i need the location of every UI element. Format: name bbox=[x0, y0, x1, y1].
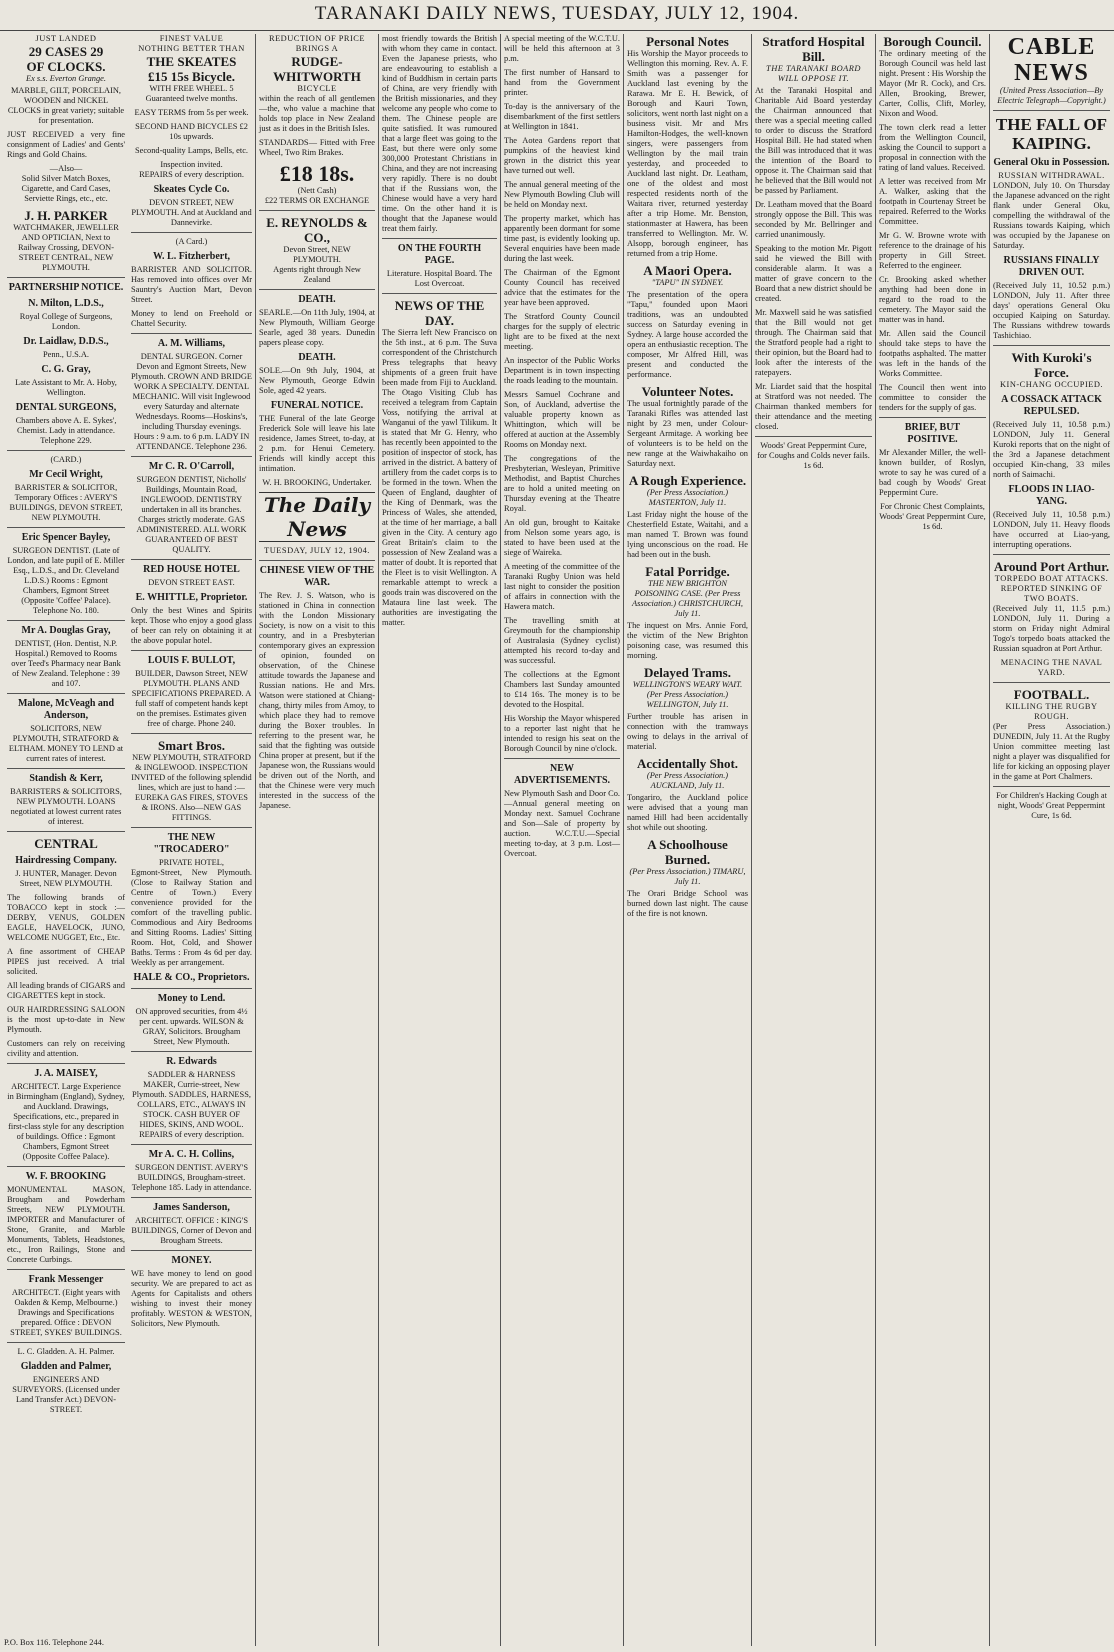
delayed-heading: Delayed Trams. bbox=[644, 665, 731, 680]
kuroki-heading: With Kuroki's Force. bbox=[1011, 350, 1092, 380]
column-6 bbox=[623, 34, 751, 1646]
divider bbox=[879, 417, 986, 418]
port-arthur-heading: Around Port Arthur. bbox=[993, 559, 1110, 574]
delayed-body: Further trouble has arisen in connection with the tramways owing to delays in the arrival of material. bbox=[627, 712, 748, 751]
redhouse-address: DEVON STREET EAST. bbox=[148, 578, 235, 587]
hospital-body-1: At the Taranaki Hospital and Charitable Aid Board yesterday the Chairman announced that there was a special meeting called to order to discuss the Stratford Hospital Bill. He had stated when the Bill was introduced that it was the intention of the Board to oppose it. The Chairman said that he believed that the Bill would not be passed by Parliament. bbox=[755, 86, 872, 195]
rough-sub: (Per Press Association.) MASTERTON, July 11. bbox=[646, 488, 729, 507]
undertaker: W. H. BROOKING, Undertaker. bbox=[262, 478, 372, 487]
borough-body-4: Mr G. W. Browne wrote with reference to the drainage of his property in Gill Street. Referred to the engineer. bbox=[879, 231, 986, 270]
death-notice-1: SEARLE.—On 11th July, 1904, at New Plymouth, William George Searle, aged 38 years. Dunedin papers please copy. bbox=[259, 308, 375, 347]
divider bbox=[131, 988, 252, 989]
news-item: The property market, which has apparently been dormant for some time past, is evidently looking up. Several enquiries have been made during the last week. bbox=[504, 214, 620, 263]
divider bbox=[993, 786, 1110, 787]
russian-body: LONDON, July 10. On Thursday the Japanese advanced on the right flank under General Oku, compelling the withdrawal of the Russians towards Kaiping, which was occupied by the Japanese on Saturday. bbox=[993, 181, 1110, 250]
hale-name: HALE & CO., Proprietors. bbox=[133, 972, 250, 983]
news-item: His Worship the Mayor whispered to a reporter last night that he intended to resign his seat on the Borough Council by nine o'clock. bbox=[504, 714, 620, 753]
hospital-body-3: Speaking to the motion Mr. Pigott said he viewed the Bill with considerable alarm. It was a matter of grave concern to the Board that a new district should be created. bbox=[755, 244, 872, 303]
malone-name: Malone, McVeagh and Anderson, bbox=[17, 698, 115, 721]
shot-heading: Accidentally Shot. bbox=[636, 756, 739, 771]
also-label: —Also— bbox=[49, 164, 83, 173]
divider bbox=[993, 682, 1110, 683]
whittle-name: E. WHITTLE, Proprietor. bbox=[135, 592, 248, 603]
saloon-notice: OUR HAIRDRESSING SALOON is the most up-to-date in New Plymouth. bbox=[7, 1005, 125, 1034]
divider bbox=[7, 1166, 125, 1167]
brief-body: Mr Alexander Miller, the well-known builder, of Roslyn, wrote to say he was cured of a bad cough by Woods' Great Peppermint Cure. bbox=[879, 448, 986, 497]
free-wheel: WITH FREE WHEEL. 5 Guaranteed twelve months. bbox=[145, 84, 238, 103]
news-item: The annual general meeting of the New Plymouth Bowling Club will be held on Monday next. bbox=[504, 180, 620, 209]
news-item: An inspector of the Public Works Department is in town inspecting the roads leading to the mountain. bbox=[504, 356, 620, 385]
shot-sub: (Per Press Association.) AUCKLAND, July 11. bbox=[646, 771, 729, 790]
kinchang-sub: KIN-CHANG OCCUPIED. bbox=[999, 380, 1104, 389]
divider bbox=[131, 827, 252, 828]
standish-details: BARRISTERS & SOLICITORS, NEW PLYMOUTH. LOANS negotiated at lowest current rates of interest. bbox=[10, 787, 122, 826]
chronic-ad: For Chronic Chest Complaints, Woods' Great Peppermint Cure, 1s 6d. bbox=[879, 502, 986, 531]
news-item: The collections at the Egmont Chambers last Sunday amounted to £14 16s. The money is to be devoted to the Hospital. bbox=[504, 670, 620, 709]
brooking-details: MONUMENTAL MASON, Brougham and Powderham Streets, NEW PLYMOUTH. IMPORTER and Manufacturer of Stone, Granite, and Marble Monuments, Tablets, Headstones, etc., Iron Railings, Stone and Concrete Curbings. bbox=[7, 1185, 125, 1264]
football-sub: KILLING THE RUGBY ROUGH. bbox=[1005, 702, 1098, 721]
exchange-terms: £22 TERMS OR EXCHANGE bbox=[264, 196, 370, 205]
torpedo-heading: TORPEDO BOAT ATTACKS. bbox=[994, 574, 1109, 583]
divider bbox=[993, 554, 1110, 555]
torpedo-sub: REPORTED SINKING OF TWO BOATS. bbox=[1000, 584, 1103, 603]
torpedo-body: (Received July 11, 11.5 p.m.) LONDON, July 11. During a storm on Friday night Admiral Togo's torpedo boats attacked the Russian squadron at Port Arthur. bbox=[993, 604, 1110, 653]
cycle-address: DEVON STREET, NEW PLYMOUTH. And at Auckland and Dannevirke. bbox=[131, 198, 252, 227]
article-continued: most friendly towards the British with whom they came in contact. Even the Japanese priests, who are endeavouring to establish a kind of Buddhism in certain parts of China, are very friendly with the British missionaries, and they welcome any people who come to them. The Chinese people are quite satisfied. It was rumoured that a large fleet was going to the East, but there were only some 300,000 Protestant Christians in China, and they are not increasing very rapidly. There is no doubt that if the Russians won, the Chinese would have a very hard time. On the other hand it is thought that the Japanese would treat them fairly. bbox=[382, 34, 497, 233]
hospital-body-5: Mr. Liardet said that the hospital at Stratford was not needed. The Chairman thanked members for their attendance and the meeting closed. bbox=[755, 382, 872, 431]
footer-contact: P.O. Box 116. Telephone 244. bbox=[4, 1638, 104, 1647]
fatal-sub: THE NEW BRIGHTON POISONING CASE. (Per Press Association.) CHRISTCHURCH, July 11. bbox=[632, 579, 743, 618]
divider bbox=[259, 210, 375, 211]
news-body: The Sierra left New Francisco on the 5th inst., at 6 p.m. The Suva correspondent of the Christchurch Press telegraphs that heavy shipments of a green fruit have been made from Fiji to Auckland. The Otago Visiting Club has received a telegram from Captain Voss, notifying the arrival at Wanganui of the yawl Tilikum. It is stated that Mr G. Henry, who has recently been appointed to the position of inspector of stock, has arrived in the district. A battery of artillery from the cadet corps is to be formed in the town. When the Queen of England, daughter of the King of Denmark, was the Princess of Wales, she attended, at the time of her marriage, a ball given in the City. A century ago Great Britain's claim to the possession of New Zealand was a matter of doubt. It is reported that the Fleet is to visit Wellington. A remarkable attempt to wreck a goods train was discovered on the Mataura line last week. The authorities are investigating the matter. bbox=[382, 328, 497, 627]
cough-ad: For Children's Hacking Cough at night, Woods' Great Peppermint Cure, 1s 6d. bbox=[996, 791, 1107, 820]
divider bbox=[131, 232, 252, 233]
messenger-name: Frank Messenger bbox=[28, 1274, 104, 1285]
divider bbox=[131, 1250, 252, 1251]
funeral-notice: THE Funeral of the late George Frederick Sole will leave his late residence, James Street, to-day, at 2 p.m. for Henui Cemetery. Friends will kindly accept this intimation. bbox=[259, 414, 375, 473]
column-1 bbox=[4, 34, 128, 1646]
hospital-body-4: Mr. Maxwell said he was satisfied that the Bill would not get through. The Chairman said that the Stratford people had a right to their opinion, but the Board had to look after the interests of the ratepayers. bbox=[755, 308, 872, 377]
fatal-heading: Fatal Porridge. bbox=[645, 564, 730, 579]
news-item: The Stratford County Council charges for the supply of electric light are to be fixed at the next meeting. bbox=[504, 312, 620, 351]
central-heading: CENTRAL bbox=[34, 836, 98, 851]
milton-name: N. Milton, L.D.S., bbox=[28, 298, 104, 309]
death-heading: DEATH. bbox=[298, 294, 336, 305]
peppermint-ad: Woods' Great Peppermint Cure, for Coughs and Colds never fails. 1s 6d. bbox=[757, 441, 870, 470]
cossack-heading: A COSSACK ATTACK REPULSED. bbox=[1001, 394, 1102, 417]
divider bbox=[7, 1342, 125, 1343]
column-2 bbox=[128, 34, 255, 1646]
bicycle-label: BICYCLE bbox=[297, 84, 337, 93]
shot-body: Tongariro, the Auckland police were advised that a young man named Hill had been accidentally shot while out shooting. bbox=[627, 793, 748, 832]
maori-sub: "TAPU" IN SYDNEY. bbox=[651, 278, 724, 287]
divider bbox=[7, 1269, 125, 1270]
divider bbox=[131, 559, 252, 560]
gray2-name: Mr A. Douglas Gray, bbox=[21, 625, 111, 636]
borough-body-1: The ordinary meeting of the Borough Council was held last night. Present : His Worship the Mayor (Mr R. Cock), and Crs. Allen, Brooking, Brewer, Carter, Collis, Clift, Morley, Nixon and Wood. bbox=[879, 49, 986, 118]
card-label: (A Card.) bbox=[175, 237, 208, 246]
trocadero-details: Egmont-Street, New Plymouth. (Close to Railway Station and Centre of Town.) Every convenience provided for the comfort of the travelling public. Commodious and Airy Bedrooms and Sitting Rooms. Ladies' Sitting Room. Hot, Cold, and Shower Baths. Terms : From 4s 6d per day. Weekly as per arrangement. bbox=[131, 868, 252, 967]
customers-notice: Customers can rely on receiving civility and attention. bbox=[7, 1039, 125, 1058]
editorial-date: TUESDAY, JULY 12, 1904. bbox=[264, 546, 370, 555]
hairdressing-heading: Hairdressing Company. bbox=[15, 855, 117, 866]
edwards-name: R. Edwards bbox=[166, 1056, 217, 1067]
carroll-name: Mr C. R. O'Carroll, bbox=[148, 461, 235, 472]
reynolds-agents: Agents right through New Zealand bbox=[273, 265, 361, 284]
article-body: The Rev. J. S. Watson, who is stationed in China in connection with the London Missionary Society, is now on a visit to this country, and in a Presbyterian contemporary gives an expression of opinion, founded on observation, of the Chinese attitude towards the Japanese and Russian nations. He and Mrs. Watson were stationed at Chiang-chang, thirty miles from Amoy, to which place they had to remove during the Boxer troubles. In referring to the present war, he said that the fighting was outside China proper at present, but if the Japanese won, the Russians would be driven out of the North, and that the Chinese were very much interested in the success of the Japanese. bbox=[259, 591, 375, 810]
gray-line: Late Assistant to Mr. A. Hoby, Wellington. bbox=[15, 378, 117, 397]
football-heading: FOOTBALL. bbox=[1013, 687, 1090, 702]
fourth-page-heading: ON THE FOURTH PAGE. bbox=[397, 243, 482, 266]
death-heading-2: DEATH. bbox=[298, 352, 336, 363]
skeates-heading: THE SKEATES bbox=[146, 54, 237, 69]
easy-terms: EASY TERMS from 5s per week. bbox=[134, 108, 249, 117]
cable-news-heading: CABLE NEWS bbox=[1007, 34, 1096, 86]
column-9 bbox=[989, 34, 1113, 1646]
borough-body-2: The town clerk read a letter from the Wellington Council, asking the Council to support a proposal in connection with the rating of land values. Received. bbox=[879, 123, 986, 172]
divider bbox=[755, 436, 872, 437]
lend-heading: Money to Lend. bbox=[157, 993, 226, 1004]
fourth-page-items: Literature. Hospital Board. The Lost Overcoat. bbox=[386, 269, 493, 288]
divider bbox=[131, 733, 252, 734]
football-body: (Per Press Association.) DUNEDIN, July 11. At the Rugby Union committee meeting last night a player was disqualified for life for kicking an opposing player in the game at Port Chalmers. bbox=[993, 722, 1110, 781]
news-item: The Chairman of the Egmont County Council has received advice that the estimates for the year have been approved. bbox=[504, 268, 620, 307]
cable-news-sub: (United Press Association—By Electric Telegraph—Copyright.) bbox=[997, 86, 1106, 105]
divider bbox=[7, 693, 125, 694]
divider bbox=[382, 293, 497, 294]
tobacco-brands: The following brands of TOBACCO kept in stock :— DERBY, VENUS, GOLDEN EAGLE, HAVELOCK, JUNO, WELCOME NUGGET, Etc., Etc. bbox=[7, 893, 125, 942]
brooking-name: W. F. BROOKING bbox=[25, 1171, 107, 1182]
money-heading: MONEY. bbox=[171, 1255, 212, 1266]
standish-name: Standish & Kerr, bbox=[29, 773, 103, 784]
messenger-details: ARCHITECT. (Eight years with Oakden & Kemp, Melbourne.) Drawings and Specifications prepared. Office : DEVON STREET, SYKES' BUILDINGS. bbox=[10, 1288, 122, 1337]
divider bbox=[131, 1051, 252, 1052]
malone-details: SOLICITORS, NEW PLYMOUTH, STRATFORD & ELTHAM. MONEY TO LEND at current rates of interest. bbox=[8, 724, 124, 763]
divider bbox=[131, 650, 252, 651]
clock-types: MARBLE, GILT, PORCELAIN, WOODEN and NICKEL CLOCKS in great variety; suitable for presentation. bbox=[7, 86, 125, 125]
carroll-details: SURGEON DENTIST, Nicholls' Buildings, Mountain Road, INGLEWOOD. DENTISTRY undertaken in all its branches. Charges strictly moderate. GAS ADMINISTERED. ALL WORK GUARANTEED OF BEST QUALITY. bbox=[136, 475, 247, 554]
fitzherbert-name: W. L. Fitzherbert, bbox=[152, 251, 231, 262]
cigars-notice: All leading brands of CIGARS and CIGARETTES kept in stock. bbox=[7, 981, 125, 1000]
wright-details: BARRISTER & SOLICITOR, Temporary Offices : AVERY'S BUILDINGS, DEVON STREET, NEW PLYMOUTH. bbox=[9, 483, 123, 522]
hospital-bill-sub: THE TARANAKI BOARD WILL OPPOSE IT. bbox=[766, 64, 861, 83]
bayley-name: Eric Spencer Bayley, bbox=[21, 532, 111, 543]
edwards-details: SADDLER & HARNESS MAKER, Currie-street, New Plymouth. SADDLES, HARNESS, COLLARS, ETC., ALWAYS IN STOCK. CASH BUYER OF HIDES, SKINS, AND WOOL. REPAIRS of every description. bbox=[132, 1070, 251, 1139]
borough-body-5: Cr. Brooking asked whether anything had been done in regard to the road to the cemetery. The Mayor said the matter was in hand. bbox=[879, 275, 986, 324]
personal-heading: Personal Notes bbox=[646, 34, 729, 49]
nett-cash: (Nett Cash) bbox=[297, 186, 337, 195]
clock-cases: 29 CASES 29 bbox=[28, 44, 104, 59]
news-item: The congregations of the Presbyterian, Wesleyan, Primitive Methodist, and Baptist Churches are to hold a united meeting on Thursday evening at the Theatre Royal. bbox=[504, 454, 620, 513]
borough-body-3: A letter was received from Mr A. Walker, asking that the footpath in Courtenay Street be repaired. Referred to the Works Committee. bbox=[879, 177, 986, 226]
wright-name: Mr Cecil Wright, bbox=[29, 469, 103, 480]
divider bbox=[131, 333, 252, 334]
smart-details: NEW PLYMOUTH, STRATFORD & INGLEWOOD. INSPECTION INVITED of the following splendid lines, which are just to hand :— EUREKA GAS FIRES, STOVES & IRONS. Also—NEW GAS FITTINGS. bbox=[131, 753, 252, 822]
divider bbox=[7, 831, 125, 832]
williams-details: DENTAL SURGEON. Corner Devon and Egmont Streets, New Plymouth. CROWN AND BRIDGE WORK A SPECIALTY. DENTAL MECHANIC. Will visit Inglewood every Saturday and alternate Wednesdays. Rooms—Hoskins's, including Thursday evenings. Hours : 9 a.m. to 6 p.m. LADY IN ATTENDANCE. Telephone 236. bbox=[131, 352, 252, 451]
rudge-heading: RUDGE-WHITWORTH bbox=[273, 54, 361, 84]
column-4 bbox=[378, 34, 500, 1646]
brief-heading: BRIEF, BUT POSITIVE. bbox=[904, 422, 961, 445]
column-3 bbox=[255, 34, 378, 1646]
delayed-sub: WELLINGTON'S WEARY WAIT. (Per Press Association.) WELLINGTON, July 11. bbox=[632, 680, 743, 709]
divider bbox=[993, 110, 1110, 111]
driven-heading: RUSSIANS FINALLY DRIVEN OUT. bbox=[1003, 255, 1100, 278]
inspection: Inspection invited. bbox=[160, 160, 223, 169]
gray-name: C. G. Gray, bbox=[41, 364, 91, 375]
fitzherbert-money: Money to lend on Freehold or Chattel Security. bbox=[131, 309, 252, 328]
card-label: (CARD.) bbox=[50, 455, 82, 464]
news-item: The travelling smith at Greymouth for the championship of Australasia (Sydney cyclist) attempted his record to-day and was successful. bbox=[504, 616, 620, 665]
partnership-heading: PARTNERSHIP NOTICE. bbox=[8, 282, 124, 293]
fatal-body: The inquest on Mrs. Annie Ford, the victim of the New Brighton poisoning case, was resumed this morning. bbox=[627, 621, 748, 660]
divider bbox=[131, 456, 252, 457]
rings-notice: JUST RECEIVED a very fine consignment of Ladies' and Gents' Rings and Gold Chains. bbox=[7, 130, 125, 159]
driven-body: (Received July 11, 10.52 p.m.) LONDON, July 11. After three days' operations General Oku occupied Kaiping on Saturday. The Russians withdrew towards Tashichiao. bbox=[993, 281, 1110, 340]
volunteer-heading: Volunteer Notes. bbox=[641, 384, 734, 399]
hunter-line: J. HUNTER, Manager. Devon Street, NEW PLYMOUTH. bbox=[15, 869, 117, 888]
divider bbox=[504, 758, 620, 759]
new-ads-list: New Plymouth Sash and Door Co.—Annual general meeting on Monday next. Samuel Cochrane and Son—Sale of property by auction. W.C.T.U.—Special meeting to-day, at 3 p.m. Lost—Overcoat. bbox=[504, 789, 620, 858]
standards-line: STANDARDS— Fitted with Free Wheel, Two Rim Brakes. bbox=[259, 138, 375, 157]
personal-body: His Worship the Mayor proceeds to Wellington this morning. Rev. A. F. Smith was a passenger for Auckland last evening by the Rarawa. Mr E. H. Bewick, of Borough and Kauri Town, solicitors, went north last night on a business visit. Mr and Mrs Hamilton-Hodges, the well-known singers, were passengers from Wellington by the mail train yesterday, and proceeded to Auckland last night. Dr. Leatham, one of the oldest and most respected residents north of the Waitara river, returned yesterday after a trip Home. Mr. Benston, stationmaster at Hawera, has been transferred to Wellington. Mr. W. Alsopp, borough engineer, has returned from a trip Home. bbox=[627, 49, 748, 258]
repairs: REPAIRS of every description. bbox=[139, 170, 244, 179]
russian-withdrawal: RUSSIAN WITHDRAWAL. bbox=[998, 171, 1105, 180]
skeates-price: £15 15s Bicycle. bbox=[147, 69, 235, 84]
parker-details: WATCHMAKER, JEWELLER AND OPTICIAN, Next to Railway Crossing, DEVON-STREET CENTRAL, NEW PLYMOUTH. bbox=[13, 223, 119, 272]
school-heading: A Schoolhouse Burned. bbox=[647, 837, 728, 867]
trocadero-sub: PRIVATE HOTEL, bbox=[159, 858, 224, 867]
clock-heading: OF CLOCKS. bbox=[26, 59, 106, 74]
accessories: Second-quality Lamps, Bells, etc. bbox=[134, 146, 249, 155]
second-hand: SECOND HAND BICYCLES £2 10s upwards. bbox=[135, 122, 248, 141]
finest-value: FINEST VALUE bbox=[159, 34, 224, 43]
milton-line: Royal College of Surgeons, London. bbox=[19, 312, 113, 331]
news-item: The first number of Hansard to hand from the Government printer. bbox=[504, 68, 620, 97]
school-sub: (Per Press Association.) TIMARU, July 11. bbox=[629, 867, 746, 886]
divider bbox=[7, 527, 125, 528]
divider bbox=[993, 345, 1110, 346]
cossack-body: (Received July 11, 10.58 p.m.) LONDON, July 11. General Kuroki reports that on the night of the 3rd a Japanese detachment occupied Kin-chang, 33 miles north of Saimachi. bbox=[993, 420, 1110, 479]
collins-name: Mr A. C. H. Collins, bbox=[148, 1149, 235, 1160]
reynolds-name: E. REYNOLDS & CO., bbox=[266, 215, 368, 245]
newspaper-logo: The Daily News bbox=[259, 492, 375, 542]
floods-heading: FLOODS IN LIAO-YANG. bbox=[1008, 484, 1095, 507]
borough-heading: Borough Council. bbox=[883, 34, 982, 49]
smart-name: Smart Bros. bbox=[158, 738, 225, 753]
laidlaw-name: Dr. Laidlaw, D.D.S., bbox=[23, 336, 109, 347]
article-heading: CHINESE VIEW OF THE WAR. bbox=[259, 565, 375, 588]
fitzherbert-details: BARRISTER AND SOLICITOR. Has removed into offices over Mr Sauntry's Auction Mart, Devon Street. bbox=[131, 265, 252, 304]
trocadero-name: THE NEW "TROCADERO" bbox=[153, 832, 230, 855]
news-item: An old gun, brought to Kaitake from Nelson some years ago, is stated to have been used at the siege of Waireka. bbox=[504, 518, 620, 557]
divider bbox=[131, 1144, 252, 1145]
money-details: WE have money to lend on good security. We are prepared to act as Agents for Capitalists and others wishing to invest their money profitably. WESTON & WESTON, Solicitors, New Plymouth. bbox=[131, 1269, 252, 1328]
rough-heading: A Rough Experience. bbox=[628, 473, 747, 488]
funeral-heading: FUNERAL NOTICE. bbox=[270, 400, 364, 411]
floods-body: (Received July 11, 10.58 p.m.) LONDON, July 11. Heavy floods have occurred at Liao-yang, interrupting operations. bbox=[993, 510, 1110, 549]
sanderson-name: James Sanderson, bbox=[153, 1202, 230, 1213]
volunteer-body: The usual fortnightly parade of the Taranaki Rifles was attended last night by 23 men, under Colour-Sergeant Armitage. A working bee of volunteers is to be held on the new range at the Waiwhakaiho on Saturday next. bbox=[627, 399, 748, 468]
williams-name: A. M. Williams, bbox=[157, 338, 226, 349]
borough-body-6: Mr. Allen said the Council should take steps to have the footpaths asphalted. The matter was left in the hands of the Works Committee. bbox=[879, 329, 986, 378]
column-5 bbox=[500, 34, 623, 1646]
bullot-name: LOUIS F. BULLOT, bbox=[147, 655, 236, 666]
column-8 bbox=[875, 34, 989, 1646]
silver-goods: Solid Silver Match Boxes, Cigarette, and Card Cases, Serviette Rings, etc., etc. bbox=[21, 174, 111, 203]
news-heading: NEWS OF THE DAY. bbox=[394, 298, 485, 328]
news-item: Messrs Samuel Cochrane and Son, of Auckland, advertise the valuable property known as Whittington, which will be offered at auction at the Assembly Rooms on Monday next. bbox=[504, 390, 620, 449]
rudge-body: within the reach of all gentlemen—the, who value a machine that holds top place in New Zealand just as it does in the British Isles. bbox=[259, 94, 375, 133]
clock-ship: Ex s.s. Everton Grange. bbox=[25, 74, 106, 83]
gladden-firm: Gladden and Palmer, bbox=[20, 1361, 112, 1372]
gray2-details: DENTIST, (Hon. Dentist, N.P. Hospital.) Removed to Rooms over Teed's Pharmacy near Bank of New Zealand. Telephone : 39 and 107. bbox=[11, 639, 121, 688]
bayley-details: SURGEON DENTIST. (Late of London, and late pupil of E. Miller Esq., L.D.S., and Dr. Cleveland L.D.S.) Rooms : Egmont Chambers, Egmont Street (Opposite 'Coffee' Palace). Telephone No. 180. bbox=[7, 546, 125, 615]
lend-details: ON approved securities, from 4½ per cent. upwards. WILSON & GRAY, Solicitors. Brougham Street, New Plymouth. bbox=[135, 1007, 248, 1046]
hospital-body-2: Dr. Leatham moved that the Board strongly oppose the Bill. This was seconded by Mr. Bellringer and carried unanimously. bbox=[755, 200, 872, 239]
rudge-price: £18 18s. bbox=[279, 161, 355, 186]
reduction-heading: REDUCTION OF PRICE BRINGS A bbox=[268, 34, 365, 53]
oku-heading: General Oku in Possession. bbox=[993, 157, 1110, 168]
whittle-details: Only the best Wines and Spirits kept. Those who enjoy a good glass of beer can rely on obtaining it at the above popular hotel. bbox=[131, 606, 252, 645]
maori-body: The presentation of the opera "Tapu," founded upon Maori traditions, was an undoubted success on Saturday evening in Sydney. A large house accorded the opera an enthusiastic reception. The composer, Mr Alfred Hill, was present and conducted the performance. bbox=[627, 290, 748, 379]
borough-body-7: The Council then went into committee to consider the tenders for the supply of gas. bbox=[879, 383, 986, 412]
news-item: A meeting of the committee of the Taranaki Rugby Union was held last night to consider the position of affairs in connection with the Hawera match. bbox=[504, 562, 620, 611]
maori-heading: A Maori Opera. bbox=[643, 263, 732, 278]
masthead: TARANAKI DAILY NEWS, TUESDAY, JULY 12, 1904. bbox=[0, 0, 1114, 31]
sanderson-details: ARCHITECT. OFFICE : KING'S BUILDINGS, Corner of Devon and Brougham Streets. bbox=[131, 1216, 252, 1245]
divider bbox=[7, 450, 125, 451]
divider bbox=[7, 277, 125, 278]
laidlaw-line: Penn., U.S.A. bbox=[42, 350, 90, 359]
pipes-notice: A fine assortment of CHEAP PIPES just received. A trial solicited. bbox=[7, 947, 125, 976]
collins-details: SURGEON DENTIST. AVERY'S BUILDINGS, Brougham-street. Telephone 185. Lady in attendance. bbox=[131, 1163, 252, 1192]
rough-body: Last Friday night the house of the Chesterfield Estate, Waitahi, and a man named T. Brown was found lying unconscious on the road. He had been out in the bush. bbox=[627, 510, 748, 559]
divider bbox=[7, 768, 125, 769]
gladden-names: L. C. Gladden. A. H. Palmer. bbox=[17, 1347, 115, 1356]
dental-details: Chambers above A. E. Sykes', Chemist. Lady in attendance. Telephone 229. bbox=[15, 416, 117, 445]
kaiping-heading: THE FALL OF KAIPING. bbox=[995, 115, 1108, 153]
school-body: The Orari Bridge School was burned down last night. The cause of the fire is not known. bbox=[627, 889, 748, 918]
divider bbox=[7, 620, 125, 621]
dental-surgeons: DENTAL SURGEONS, bbox=[15, 402, 117, 413]
maisey-details: ARCHITECT. Large Experience in Birmingham (England), Sydney, and Auckland. Drawings, Specifications, etc., prepared in first-class style for any description of buildings. Office : Egmont Chambers, Egmont Street (Opposite Coffee Palace). bbox=[7, 1082, 125, 1161]
news-item: To-day is the anniversary of the disembarkment of the first settlers at Wellington in 1841. bbox=[504, 102, 620, 131]
divider bbox=[131, 1197, 252, 1198]
reynolds-address: Devon Street, NEW PLYMOUTH. bbox=[283, 245, 351, 264]
divider bbox=[259, 289, 375, 290]
death-notice-2: SOLE.—On 9th July, 1904, at New Plymouth, George Edwin Sole, aged 42 years. bbox=[259, 366, 375, 395]
nothing-better: NOTHING BETTER THAN bbox=[138, 44, 245, 53]
maisey-name: J. A. MAISEY, bbox=[34, 1068, 98, 1079]
new-ads-heading: NEW ADVERTISEMENTS. bbox=[513, 763, 611, 786]
hospital-bill-heading: Stratford Hospital Bill. bbox=[762, 34, 865, 64]
redhouse-heading: RED HOUSE HOTEL bbox=[143, 564, 240, 575]
menacing-heading: MENACING THE NAVAL YARD. bbox=[1000, 658, 1103, 677]
news-item: A special meeting of the W.C.T.U. will be held this afternoon at 3 p.m. bbox=[504, 34, 620, 63]
bullot-details: BUILDER, Dawson Street, NEW PLYMOUTH. PLANS AND SPECIFICATIONS PREPARED. A full staff of competent hands kept on the premises. Estimates given free of charge. Phone 240. bbox=[131, 669, 252, 728]
parker-name: J. H. PARKER bbox=[24, 208, 108, 223]
column-7 bbox=[751, 34, 875, 1646]
divider bbox=[7, 1063, 125, 1064]
divider bbox=[259, 560, 375, 561]
cycle-co: Skeates Cycle Co. bbox=[153, 184, 230, 195]
just-landed: JUST LANDED bbox=[35, 34, 97, 43]
news-item: The Aotea Gardens report that pumpkins of the heaviest kind grown in the district this year have turned out well. bbox=[504, 136, 620, 175]
divider bbox=[382, 238, 497, 239]
gladden-details: ENGINEERS AND SURVEYORS. (Licensed under Land Transfer Act.) DEVON-STREET. bbox=[12, 1375, 120, 1414]
